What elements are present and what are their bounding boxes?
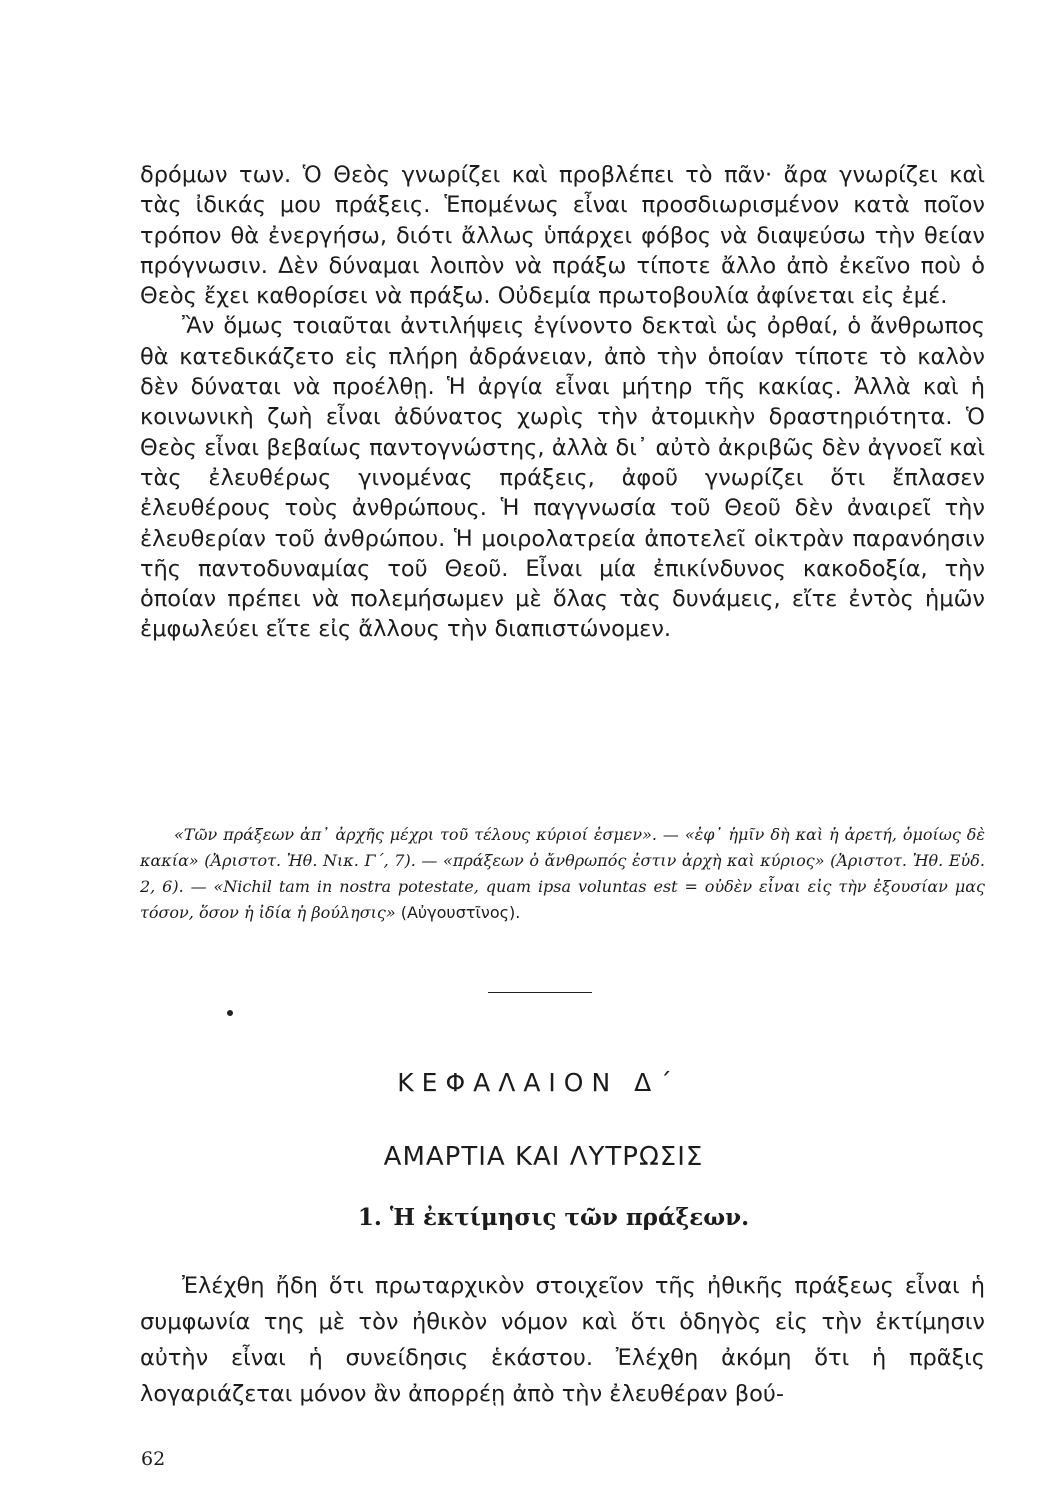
- section-paragraph: Ἐλέχθη ἤδη ὅτι πρωταρχικὸν στοιχεῖον τῆς ἠθικῆς πράξεως εἶναι ἡ συμφωνία της μὲ τὸν ἠθικὸν νόμον καὶ ὅτι ὁδηγὸς εἰς τὴν ἐκτίμησιν αὐτὴν εἶναι ἡ συνείδησις ἑκάστου. Ἐλέχθη ἀκόμη ὅτι ἡ πρᾶξις λογαριάζεται μόνον ἂν ἀπορρέῃ ἀπὸ τὴν ἐλευθέραν βού-: [140, 1273, 985, 1407]
- paragraph-2: Ἂν ὅμως τοιαῦται ἀντιλήψεις ἐγίνοντο δεκταὶ ὡς ὀρθαί, ὁ ἄνθρωπος θὰ κατεδικάζετο εἰς πλήρη ἀδράνειαν, ἀπὸ τὴν ὁποίαν τίποτε τὸ καλὸν δὲν δύναται νὰ προέλθῃ. Ἡ ἀργία εἶναι μήτηρ τῆς κακίας. Ἀλλὰ καὶ ἡ κοινωνικὴ ζωὴ εἶναι ἀδύνατος χωρὶς τὴν ἀτομικὴν δραστηριότητα. Ὁ Θεὸς εἶναι βεβαίως παντογνώστης, ἀλλὰ δι᾽ αὐτὸ ἀκριβῶς δὲν ἀγνοεῖ καὶ τὰς ἐλευθέρως γινομένας πράξεις, ἀφοῦ γνωρίζει ὅτι ἔπλασεν ἐλευθέρους τοὺς ἀνθρώπους. Ἡ παγγνωσία τοῦ Θεοῦ δὲν ἀναιρεῖ τὴν ἐλευθερίαν τοῦ ἀνθρώπου. Ἡ μοιρολατρεία ἀποτελεῖ οἰκτρὰν παρανόησιν τῆς παντοδυναμίας τοῦ Θεοῦ. Εἶναι μία ἐπικίνδυνος κακοδοξία, τὴν ὁποίαν πρέπει νὰ πολεμήσωμεν μὲ ὅλας τὰς δυνάμεις, εἴτε ἐντὸς ἡμῶν ἐμφωλεύει εἴτε εἰς ἄλλους τὴν διαπιστώνομεν.: [140, 313, 985, 643]
- footnote-source: (Αὐγουστῖνος).: [395, 903, 521, 922]
- print-speck: [227, 1010, 233, 1016]
- page-number: 62: [141, 1448, 166, 1470]
- section-divider: [488, 992, 592, 993]
- body-text: [140, 160, 985, 645]
- chapter-label: ΚΕΦΑΛΑΙΟΝ Δ΄: [397, 1068, 680, 1097]
- section-heading: 1. Ἡ ἐκτίμησις τῶν πράξεων.: [357, 1204, 750, 1231]
- paragraph-1: δρόμων των. Ὁ Θεὸς γνωρίζει καὶ προβλέπει τὸ πᾶν· ἄρα γνωρίζει καὶ τὰς ἰδικάς μου πράξεις. Ἑπομένως εἶναι προσδιωρισμένον κατὰ ποῖον τρόπον θὰ ἐνεργήσω, διότι ἄλλως ὑπάρχει φόβος νὰ διαψεύσω τὴν θείαν πρόγνωσιν. Δὲν δύναμαι λοιπὸν νὰ πράξω τίποτε ἄλλο ἀπὸ ἐκεῖνο ποὺ ὁ Θεὸς ἔχει καθορίσει νὰ πράξω. Οὐδεμία πρωτοβουλία ἀφίνεται εἰς ἐμέ.: [140, 162, 985, 310]
- chapter-title: ΑΜΑΡΤΙΑ ΚΑΙ ΛΥΤΡΩΣΙΣ: [383, 1142, 704, 1172]
- footnote-text: «Τῶν πράξεων ἀπ᾽ ἀρχῆς μέχρι τοῦ τέλους κύριοί ἐσμεν». — «ἐφ᾽ ἡμῖν δὴ καὶ ἡ ἀρετή, ὁμοίως δὲ κακία» (Ἀριστοτ. Ἠθ. Νικ. Γ΄, 7). — «πράξεων ὁ ἄνθρωπός ἐστιν ἀρχὴ καὶ κύριος» (Ἀριστοτ. Ἠθ. Εὐδ. 2, 6). — «Nichil tam in nostra potestate, quam ipsa voluntas est = οὐδὲν εἶναι εἰς τὴν ἐξουσίαν μας τόσον, ὅσον ἡ ἰδία ἡ βούλησις»: [140, 825, 985, 922]
- footnote: [140, 822, 985, 926]
